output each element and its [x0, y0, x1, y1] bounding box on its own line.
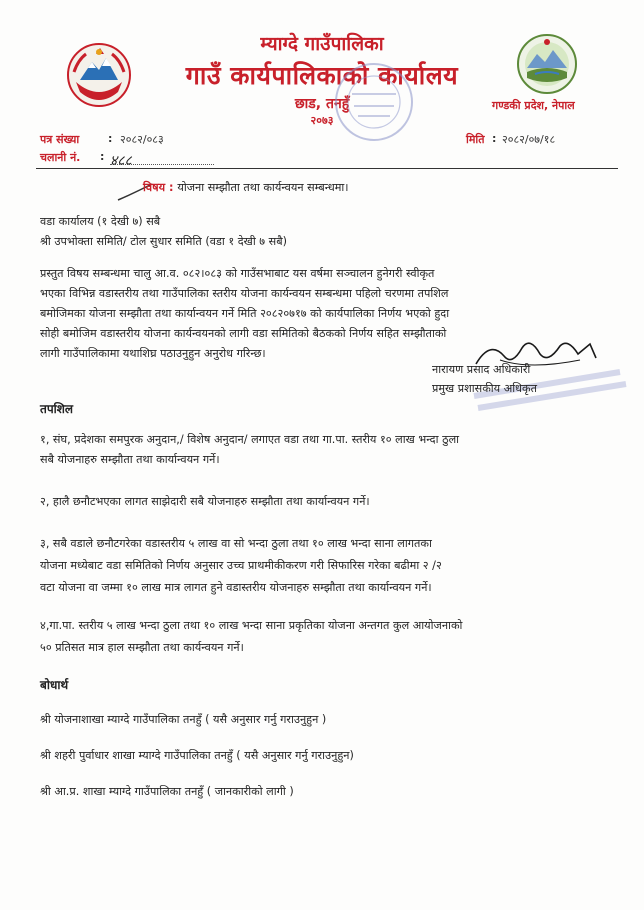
- miti-label: मिति: [466, 133, 485, 146]
- patra-colon: :: [108, 132, 113, 145]
- subject-text: योजना सम्झौता तथा कार्यन्वयन सम्बन्धमा।: [177, 181, 349, 194]
- established-year: २०७३: [310, 114, 334, 127]
- body-line-2: भएका विभिन्न वडास्तरीय तथा गाउँपालिका स्तरीय योजना कार्यन्वयन सम्बन्धमा पहिलो चरणमा तपशिल: [40, 287, 449, 300]
- miti-colon: :: [492, 132, 497, 145]
- chalani-value: ४८८: [110, 153, 132, 169]
- province-name: गण्डकी प्रदेश, नेपाल: [492, 99, 575, 112]
- chalani-label: चलानी नं.: [40, 151, 81, 164]
- tapashil-heading: तपशिल: [40, 402, 74, 416]
- body-line-4: सोही बमोजिम वडास्तरीय योजना कार्यन्वयनको लागी वडा समितिको बैठकको निर्णय सहित सम्झौताको: [40, 327, 447, 340]
- addressee-line-1: वडा कार्यालय (१ देखी ७) सबै: [40, 215, 161, 228]
- chalani-colon: :: [100, 150, 105, 163]
- municipality-name: म्याग्दे गाउँपालिका: [260, 33, 384, 55]
- tapashil-item-4-line-1: ४,गा.पा. स्तरीय ५ लाख भन्दा ठुला तथा १० लाख भन्दा साना प्रकृतिका योजना अन्तगत कुल आयोजनाको: [40, 619, 463, 632]
- bodhartha-line-2: श्री शहरी पुर्वाधार शाखा म्याग्दे गाउँपालिका तनहुँ ( यसै अनुसार गर्नु गराउनुहुन): [40, 749, 354, 762]
- tapashil-item-3-line-1: ३, सबै वडाले छनौटगरेका वडास्तरीय ५ लाख वा सो भन्दा ठुला तथा १० लाख भन्दा साना लागतका: [40, 537, 432, 550]
- subject-label: विषय: [143, 181, 166, 194]
- body-line-5: लागी गाउँपालिकामा यथाशिघ्र पठाउनुहुन अनुरोध गरिन्छ।: [40, 347, 266, 360]
- tapashil-item-3-line-2: योजना मध्येबाट वडा समितिको निर्णय अनुसार उच्च प्राथमीकीकरण गरी सिफारिस गरेका बढीमा २ /२: [40, 559, 442, 572]
- miti-value: २०८२/०७/१८: [502, 133, 556, 146]
- body-line-3: बमोजिमका योजना सम्झौता तथा कार्यान्वयन गर्ने मिति २०८२०७१७ को कार्यपालिका निर्णय भएको हुदा: [40, 307, 450, 320]
- tapashil-item-1-line-2: सबै योजनाहरु सम्झौता तथा कार्यान्वयन गर्ने।: [40, 453, 220, 466]
- header-divider: [36, 168, 618, 169]
- bodhartha-heading: बोधार्थ: [40, 678, 69, 692]
- office-stamp-icon: [332, 60, 416, 144]
- tapashil-item-2: २, हालै छनौटभएका लागत साझेदारी सबै योजनाहरु सम्झौता तथा कार्यान्वयन गर्ने।: [40, 495, 370, 508]
- subject-colon: :: [165, 181, 178, 194]
- office-address: छाड, तनहुँ: [294, 96, 350, 112]
- subject-line: [143, 178, 349, 198]
- bodhartha-line-1: श्री योजनाशाखा म्याग्दे गाउँपालिका तनहुँ ( यसै अनुसार गर्नु गराउनुहुन ): [40, 713, 327, 726]
- bodhartha-line-3: श्री आ.प्र. शाखा म्याग्दे गाउँपालिका तनहुँ ( जानकारीको लागी ): [40, 785, 294, 798]
- patra-label: पत्र संख्या: [40, 133, 80, 146]
- signatory-title: प्रमुख प्रशासकीय अधिकृत: [432, 382, 538, 395]
- addressee-line-2: श्री उपभोक्ता समिति/ टोल सुधार समिति (वडा १ देखी ७ सबै): [40, 235, 287, 248]
- signatory-name: नारायण प्रसाद अधिकारी: [432, 363, 531, 376]
- tapashil-item-4-line-2: ५० प्रतिसत मात्र हाल सम्झौता तथा कार्यन्वयन गर्ने।: [40, 641, 244, 654]
- office-name: गाउँ कार्यपालिकाको कार्यालय: [185, 61, 459, 90]
- body-line-1: प्रस्तुत विषय सम्बन्धमा चालु आ.व. ०८२।०८३ को गाउँसभाबाट यस वर्षमा सञ्चालन हुनेगरी स्वीकृत: [40, 267, 435, 280]
- patra-value: २०८२/०८३: [120, 133, 164, 146]
- chalani-dotted-line: [110, 150, 214, 169]
- tapashil-item-3-line-3: वटा योजना वा जम्मा १० लाख मात्र लागत हुने वडास्तरीय योजनाहरु सम्झौता तथा कार्यान्वयन गर्ने।: [40, 581, 432, 594]
- tapashil-item-1-line-1: १, संघ, प्रदेशका समपुरक अनुदान,/ विशेष अनुदान/ लगाएत वडा तथा गा.पा. स्तरीय १० लाख भन्दा ठुला: [40, 433, 460, 446]
